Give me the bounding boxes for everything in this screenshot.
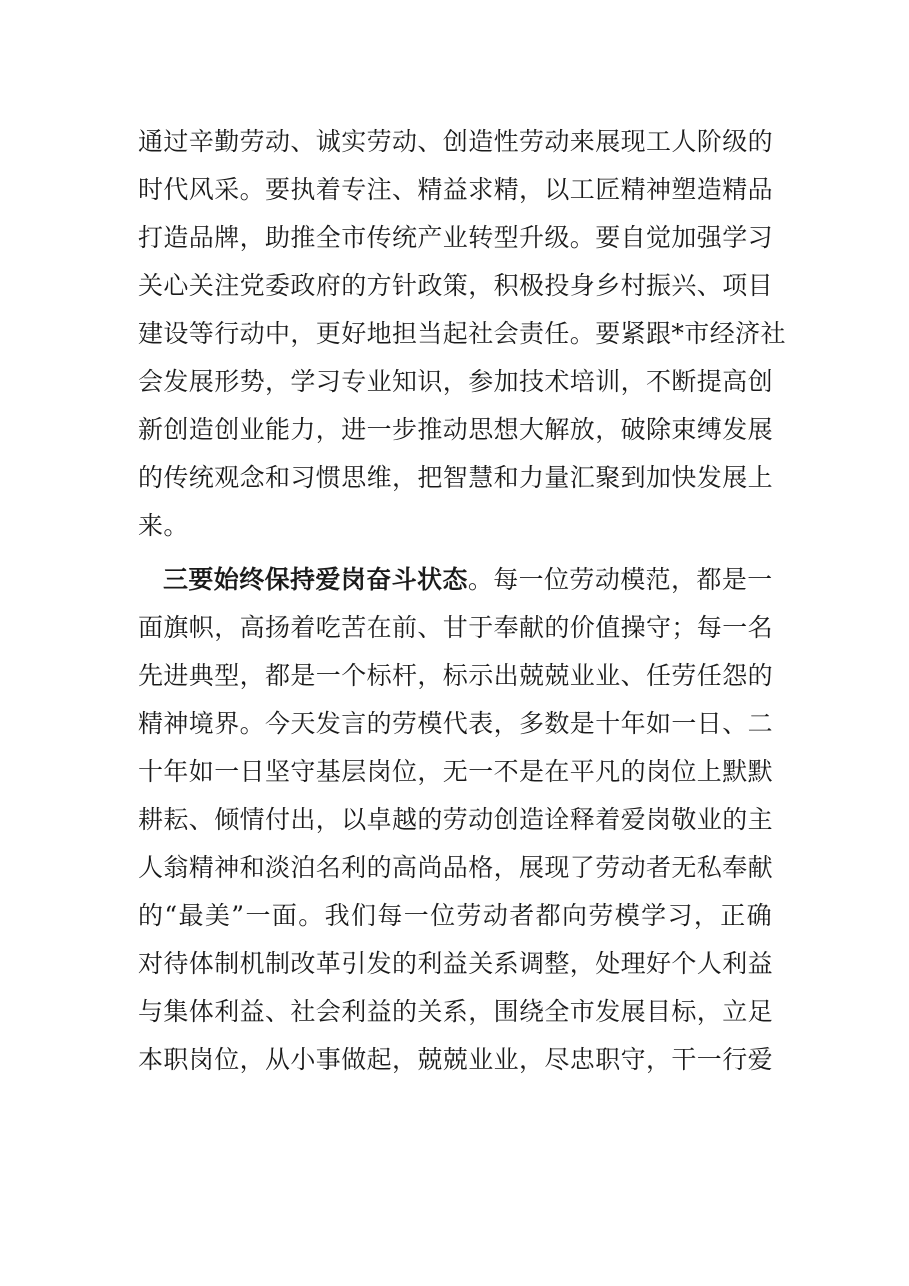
paragraph-line: 面旗帜，高扬着吃苦在前、甘于奉献的价值操守；每一名 [138,613,774,642]
paragraph-line: 的“最美”一面。我们每一位劳动者都向劳模学习，正确 [138,901,772,930]
paragraph-1 [138,118,786,550]
section-heading: 三要始终保持爱岗奋斗状态 [163,565,468,594]
paragraph-line-rest: 。每一位劳动模范，都是一 [467,565,773,594]
paragraph-line: 时代风采。要执着专注、精益求精，以工匠精神塑造精品 [138,175,774,204]
paragraph-line: 会发展形势，学习专业知识，参加技术培训，不断提高创 [138,367,774,396]
paragraph-line: 耕耘、倾情付出，以卓越的劳动创造诠释着爱岗敬业的主 [138,805,774,834]
paragraph-line: 对待体制机制改革引发的利益关系调整，处理好个人利益 [138,949,774,978]
paragraph-2 [138,556,772,1084]
paragraph-line: 通过辛勤劳动、诚实劳动、创造性劳动来展现工人阶级的 [138,127,774,156]
paragraph-first-line [138,556,772,604]
paragraph-line: 人翁精神和淡泊名利的高尚品格，展现了劳动者无私奉献 [138,853,774,882]
paragraph-line: 先进典型，都是一个标杆，标示出兢兢业业、任劳任怨的 [138,661,774,690]
paragraph-line: 本职岗位，从小事做起，兢兢业业，尽忠职守，干一行爱 [138,1045,774,1074]
paragraph-line: 十年如一日坚守基层岗位，无一不是在平凡的岗位上默默 [138,757,774,786]
paragraph-line: 打造品牌，助推全市传统产业转型升级。要自觉加强学习 [138,223,774,252]
paragraph-line: 精神境界。今天发言的劳模代表，多数是十年如一日、二 [138,709,774,738]
paragraph-line: 与集体利益、社会利益的关系，围绕全市发展目标，立足 [138,997,774,1026]
paragraph-line: 关心关注党委政府的方针政策，积极投身乡村振兴、项目 [138,271,774,300]
paragraph-line: 建设等行动中，更好地担当起社会责任。要紧跟*市经济社 [138,319,786,348]
paragraph-line: 的传统观念和习惯思维，把智慧和力量汇聚到加快发展上 [138,463,774,492]
paragraph-line: 来。 [138,511,189,540]
paragraph-line: 新创造创业能力，进一步推动思想大解放，破除束缚发展 [138,415,774,444]
